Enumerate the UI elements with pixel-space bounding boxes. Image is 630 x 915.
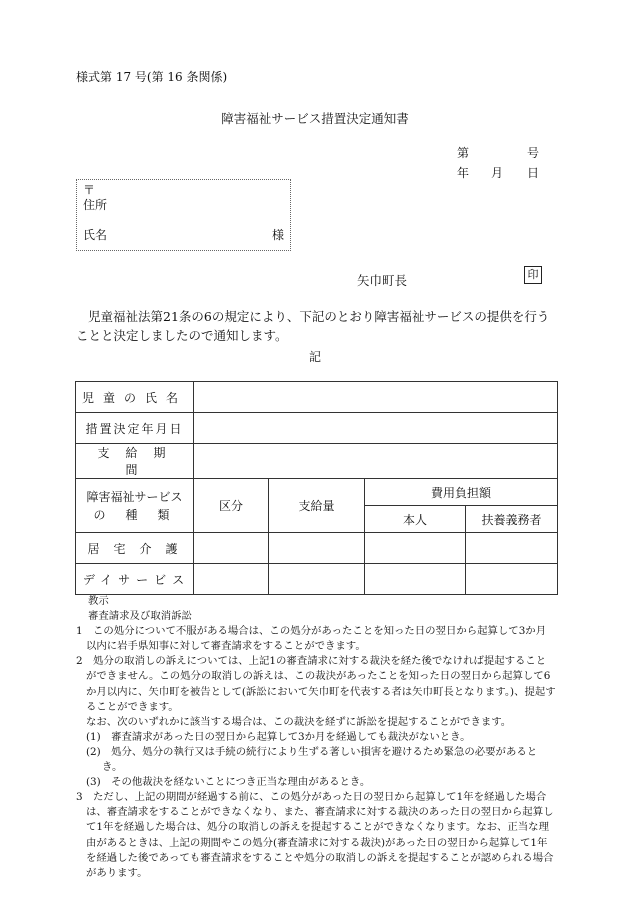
body-text: 児童福祉法第21条の6の規定により、下記のとおり障害福祉サービスの提供を行うことと決定しましたので通知します。 xyxy=(76,309,550,343)
child-name-label-text: 児童の氏名 xyxy=(82,390,188,405)
date-month: 月 xyxy=(491,166,504,180)
notes-sub2: (2) 処分、処分の執行又は手続の続行により生ずる著しい損害を避けるため緊急の必要があるとき。 xyxy=(86,745,538,774)
notes-section xyxy=(76,594,556,881)
amount-header: 支給量 xyxy=(269,479,365,533)
day-service-label: デイサービス xyxy=(76,564,194,595)
service-type-line2: の種類 xyxy=(93,507,190,522)
honorific-label: 様 xyxy=(272,228,285,242)
ki-heading: 記 xyxy=(308,350,321,364)
category-header: 区分 xyxy=(194,479,269,533)
notes-subheading: 審査請求及び取消訴訟 xyxy=(88,610,192,623)
guardian-header: 扶養義務者 xyxy=(466,506,558,533)
notes-item1: 1 この処分について不服がある場合は、この処分があったことを知った日の翌日から起算して3か月以内に岩手県知事に対して審査請求をすることができます。 xyxy=(76,625,547,653)
child-name-cell xyxy=(194,382,558,413)
date-year: 年 xyxy=(457,166,470,180)
service-type-line1: 障害福祉サービス xyxy=(86,489,183,504)
child-name-label xyxy=(76,382,194,413)
postal-mark: 〒 xyxy=(83,183,96,197)
home-care-guardian xyxy=(466,533,558,564)
payment-period-cell xyxy=(194,444,558,479)
payment-period-label: 支給期間 xyxy=(76,444,194,479)
home-care-category xyxy=(194,533,269,564)
service-type-label xyxy=(76,479,194,533)
date-day: 日 xyxy=(527,166,540,180)
number-go: 号 xyxy=(527,146,540,160)
day-service-category xyxy=(194,564,269,595)
notes-heading: 教示 xyxy=(88,595,109,607)
self-header: 本人 xyxy=(365,506,466,533)
notes-item2-note: なお、次のいずれかに該当する場合は、この裁決を経ずに訴訟を提起することができます。 xyxy=(86,715,512,728)
notes-sub3: (3) その他裁決を経ないことにつき正当な理由があるとき。 xyxy=(86,776,371,789)
home-care-self xyxy=(365,533,466,564)
address-box xyxy=(76,179,291,251)
fee-header: 費用負担額 xyxy=(365,479,558,506)
form-number: 様式第 17 号(第 16 条関係) xyxy=(76,70,228,84)
name-label: 氏名 xyxy=(83,228,108,242)
seal-mark: 印 xyxy=(524,266,542,284)
address-label: 住所 xyxy=(83,198,108,212)
home-care-amount xyxy=(269,533,365,564)
issuer-name: 矢巾町長 xyxy=(357,273,408,288)
decision-date-label: 措置決定年月日 xyxy=(76,413,194,444)
home-care-label: 居宅介護 xyxy=(76,533,194,564)
day-service-guardian xyxy=(466,564,558,595)
number-dai: 第 xyxy=(457,146,470,160)
day-service-amount xyxy=(269,564,365,595)
day-service-self xyxy=(365,564,466,595)
notes-sub1: (1) 審査請求があった日の翌日から起算して3か月を経過しても裁決がないとき。 xyxy=(86,730,471,743)
decision-date-cell xyxy=(194,413,558,444)
notes-item3: 3 ただし、上記の期間が経過する前に、この処分があった日の翌日から起算して1年を経過した場合は、審査請求をすることができなくなり、また、審査請求に対する裁決のあった日の翌日から起算して1年を経過した場合は、処分の取消しの訴えを提起することができなくなります。なお、正当な理由があるときは、上記の期間やこの処分(審査請求に対する裁決)があった日の翌日から起算して1年を経過した後であっても審査請求をすることや処分の取消しの訴えを提起することが認められる場合があります。 xyxy=(76,791,554,879)
document-title: 障害福祉サービス措置決定通知書 xyxy=(221,111,409,126)
decision-table xyxy=(75,381,558,595)
notes-item2: 2 処分の取消しの訴えについては、上記1の審査請求に対する裁決を経た後でなければ提起することができません。この処分の取消しの訴えは、この裁決があったことを知った日の翌日から起算して6か月以内に、矢巾町を被告として(訴訟において矢巾町を代表する者は矢巾町長となります。)、提起することができます。 xyxy=(76,655,556,713)
